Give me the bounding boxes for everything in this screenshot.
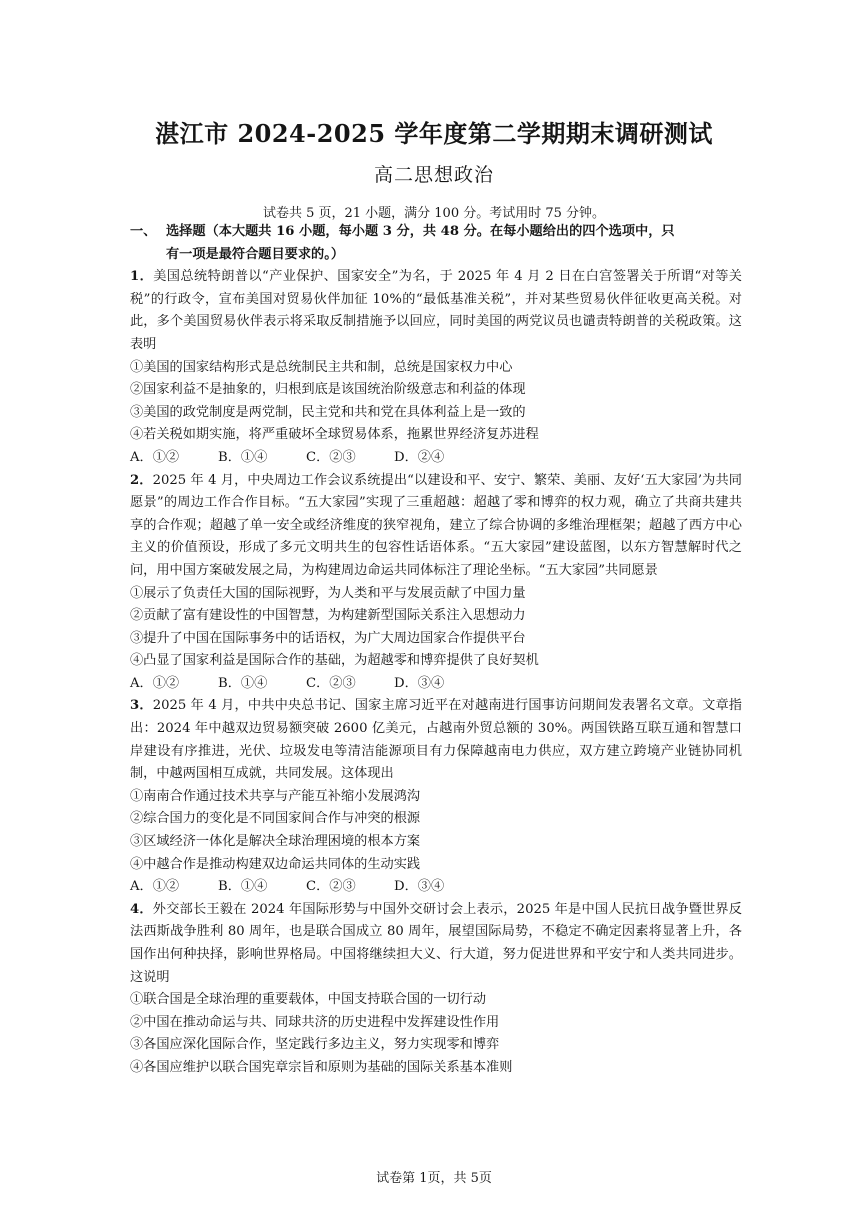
- statement-option: ④凸显了国家利益是国际合作的基础，为超越零和博弈提供了良好契机: [130, 653, 539, 669]
- statement-option: ④若关税如期实施，将严重破坏全球贸易体系，拖累世界经济复苏进程: [130, 427, 539, 443]
- question-3: [130, 695, 742, 898]
- answer-choice-b: B．①④: [218, 449, 268, 465]
- answer-choices: [130, 447, 742, 470]
- statement-option: ②中国在推动命运与共、同球共济的历史进程中发挥建设性作用: [130, 1014, 500, 1030]
- statement-option: ②综合国力的变化是不同国家间合作与冲突的根源: [130, 811, 421, 827]
- statement-option: ③提升了中国在国际事务中的话语权，为广大周边国家合作提供平台: [130, 630, 526, 646]
- question-1: [130, 266, 742, 469]
- question-text: 美国总统特朗普以“产业保护、国家安全”为名，于 2025 年 4 月 2 日在白宫签署关于所谓“对等关税”的行政令，宣布美国对贸易伙伴加征 10%的“最低基准关税”，并对某些贸易伙伴征收更高关税。对此，多个美国贸易伙伴表示将采取反制措施予以回应，同时美国的两党议员也谴责特朗普的关税政策。这表明: [130, 269, 742, 352]
- section-heading-continued: 有一项是最符合题目要求的。）: [166, 246, 345, 262]
- answer-choice-c: C．②③: [306, 449, 356, 465]
- answer-choice-a: A．①②: [130, 879, 180, 895]
- page-footer: 试卷第 1页，共 5页: [376, 1171, 492, 1186]
- statement-option: ①美国的国家结构形式是总统制民主共和制，总统是国家权力中心: [130, 359, 513, 375]
- statement-option: ①展示了负责任大国的国际视野，为人类和平与发展贡献了中国力量: [130, 585, 526, 601]
- section-heading: [130, 221, 742, 244]
- statement-option: ②国家利益不是抽象的，归根到底是该国统治阶级意志和利益的体现: [130, 382, 526, 398]
- statement-option: ④各国应维护以联合国宪章宗旨和原则为基础的国际关系基本准则: [130, 1059, 513, 1075]
- answer-choice-c: C．②③: [306, 879, 356, 895]
- question-4: [130, 899, 742, 1080]
- question-2: [130, 470, 742, 696]
- answer-choice-b: B．①④: [218, 879, 268, 895]
- statement-option: ①联合国是全球治理的重要载体，中国支持联合国的一切行动: [130, 992, 487, 1008]
- exam-title: 湛江市 2024-2025 学年度第二学期期末调研测试: [155, 119, 713, 148]
- section-number: 一、: [130, 224, 157, 239]
- exam-note: 试卷共 5 页，21 小题，满分 100 分。考试用时 75 分钟。: [262, 206, 606, 221]
- answer-choice-d: D．②④: [394, 449, 445, 465]
- exam-content: [130, 221, 742, 1080]
- question-number: 1．: [130, 269, 154, 285]
- question-stem: [130, 899, 742, 989]
- statement-option: ①南南合作通过技术共享与产能互补缩小发展鸿沟: [130, 788, 421, 804]
- question-stem: [130, 695, 742, 785]
- subject-title: 高二思想政治: [373, 164, 494, 186]
- answer-choice-d: D．③④: [394, 675, 445, 691]
- answer-choice-b: B．①④: [218, 675, 268, 691]
- question-number: 4．: [130, 901, 153, 917]
- section-heading-text: 选择题（本大题共 16 小题，每小题 3 分，共 48 分。在每小题给出的四个选项中，只: [166, 224, 675, 239]
- statement-option: ③美国的政党制度是两党制，民主党和共和党在具体利益上是一致的: [130, 404, 526, 420]
- statement-option: ④中越合作是推动构建双边命运共同体的生动实践: [130, 856, 421, 872]
- question-stem: [130, 470, 742, 583]
- statement-option: ③区域经济一体化是解决全球治理困境的根本方案: [130, 834, 421, 850]
- question-number: 3．: [130, 698, 153, 714]
- question-stem: [130, 266, 742, 356]
- question-text: 2025 年 4 月，中共中央总书记、国家主席习近平在对越南进行国事访问期间发表署名文章。文章指出：2024 年中越双边贸易额突破 2600 亿美元，占越南外贸总额的 30%。两国铁路互联互通和智慧口岸建设有序推进，光伏、垃圾发电等清洁能源项目有力保障越南电力供应，双方建立跨境产业链协同机制，中越两国相互成就，共同发展。这体现出: [130, 698, 742, 782]
- answer-choice-a: A．①②: [130, 675, 180, 691]
- answer-choices: [130, 876, 742, 899]
- statement-option: ②贡献了富有建设性的中国智慧，为构建新型国际关系注入思想动力: [130, 608, 526, 624]
- question-text: 2025 年 4 月，中央周边工作会议系统提出“以建设和平、安宁、繁荣、美丽、友好‘五大家园’为共同愿景”的周边工作合作目标。“五大家园”实现了三重超越：超越了零和博弈的权力观，确立了共商共建共享的合作观；超越了单一安全或经济维度的狭窄视角，建立了综合协调的多维治理框架；超越了西方中心主义的价值预设，形成了多元文明共生的包容性话语体系。“五大家园”建设蓝图，以东方智慧解时代之问，用中国方案破发展之局，为构建周边命运共同体标注了理论坐标。“五大家园”共同愿景: [130, 472, 742, 578]
- statement-option: ③各国应深化国际合作，坚定践行多边主义，努力实现零和博弈: [130, 1037, 500, 1053]
- answer-choice-a: A．①②: [130, 449, 180, 465]
- answer-choice-c: C．②③: [306, 675, 356, 691]
- answer-choice-d: D．③④: [394, 879, 445, 895]
- question-number: 2．: [130, 472, 153, 488]
- question-text: 外交部长王毅在 2024 年国际形势与中国外交研讨会上表示，2025 年是中国人民抗日战争暨世界反法西斯战争胜利 80 周年，也是联合国成立 80 周年，展望国际局势，不稳定不确定因素将显著上升，各国作出何种抉择，影响世界格局。中国将继续担大义、行大道，努力促进世界和平安宁和人类共同进步。这说明: [130, 901, 742, 985]
- answer-choices: [130, 673, 742, 696]
